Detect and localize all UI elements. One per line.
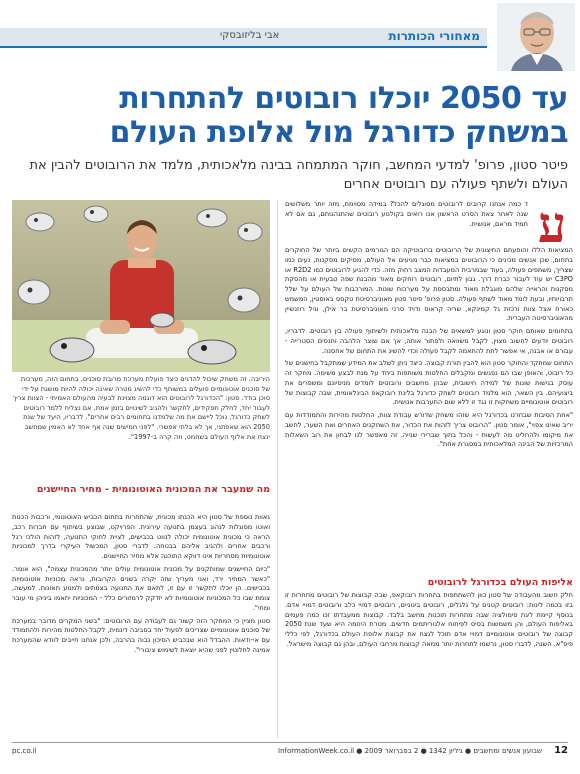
right-column-subtitle: אליפות העולם בכדורגל לרובוטים	[427, 577, 573, 588]
article-intro: ד כמה אנחנו קרובים לרובוטים מסוגלים להכל? במידה מסוימת, מזה יותר משלושים שנה לאחר צאת הסרט הראשון אנו רואים בקולנוע רובוטים שהתנהגותם, גם אם לא תמיד מראם, אנושית.	[285, 200, 528, 228]
page-number: 12	[554, 745, 568, 756]
right-column-body-continued	[285, 591, 573, 736]
section-header-rule	[0, 46, 487, 48]
paragraph: סטון מציין כי המחקר הזה קשור גם לעבודה עם הרובוטים: "בשני המקרים מדובר במערכת של סוכנים אוטונומיים שצריכים לפעול יחד בסביבה דינמית, לקבל החלטות מהירות ולהתמודד עם אי-ודאות. ההבדל הוא שבכביש הסיכון גבוה בהרבה, ולכן אנחנו חייבים לוודא שהמערכת אמינה לחלוטין לפני שהיא יוצאת לשימוש ציבורי".	[12, 616, 270, 654]
publication-line: שבועון אנשים ומחשבים ● גיליון 1342 ● 2 בפברואר 2009 ● InformationWeek.co.il	[278, 747, 542, 755]
section-label: מאחורי הכותרות	[388, 29, 480, 43]
paragraph: התחום שמתקד והחוקר סטון הוא להבין תורת קבוצה. כיצד ניתן לשלב את המידע שמתקבל בחישנים של כל רובוט, והאופן שבו הם נפגשים ומקבלים החלטות משותפות ביחד על מנת לבצע משימה. מחקר זה עוסק בגישות שונות של למידה חישובית, שבהן מחשבים ורובוטים לומדים מניסיונם ומשפרים את ביצועיהם. בין השאר, הוא מלמד רובוטים לשחק כדורגל בליגת רובוקאפ הבינלאומית, שבה קבוצות של רובוטים אוטונומיים משחקות זו נגד זו ללא שום התערבות אנושית.	[285, 359, 573, 407]
photo-caption: היריבה. זה משחק שיכול להדגים כיצד פועלת מערכת מרובת סוכנים. בתחום הזה, מערכות של סוכנים אוטונומיים פועלים במשותף כדי להשיג מטרה שאינה יכולה להיות מושגת על ידי סוכן בודד. סטון: "הכדורגל לרובוטים הוא דוגמה מצוינת לבעיה מהעולם האמיתי - הצוות צריך לעבוד יחד, לחלק תפקידים, לתקשר ולהגיב לשינויים בזמן אמת. אם נצליח ללמד רובוטים לשחק כדורגל, נוכל ליישם את מה שלמדנו בתחומים רבים אחרים". לדבריו, היעד של שנת 2050 הוא שאפתני, אך לא בלתי אפשרי. "לפני חמישים שנה אף אחד לא האמין שמחשב ינצח את אלוף העולם בשחמט, וזה קרה ב-1997".	[12, 375, 270, 441]
paragraph: גאוות נוספת של סטון היא הכנתו מכונית, שהתחרות בתחום הכביש האוטונומי, ורכבות הכנות ואוטו מסוגלות לנהוג בעצמן בתנועה עירונית. הפרויקט, שבוצע בשיתוף עם חברות רכב, הראה כי מכונית אוטונומית יכולה לנווט בכבישים, לציית לחוקי התנועה, לזהות הולכי רגל ורכבים אחרים ולהגיב אליהם בבטחה. לדברי סטון, המכשול העיקרי בדרך למכוניות אוטונומיות מסחריות אינו דווקא התוכנה אלא מחיר החיישנים.	[12, 513, 270, 560]
drop-cap: ע	[537, 195, 567, 254]
author-name: אבי בליזובסקי	[220, 30, 280, 41]
paragraph: "אחת הסיבות שבחרנו בכדורגל היא שזהו משחק שדורש עבודת צוות, החלטות מהירות והתמודדות עם יריב שאינו צפוי", אומר סטון. "הרובוט צריך לזהות את הכדור, את השחקנים האחרים ואת השער, לחשב את מיקומו ולהחליט מה לעשות - והכל בתוך שברירי שנייה. זה מאפשר לנו לבחון את רוב השאלות המרכזיות של הבינה המלאכותית במסגרת אחת".	[285, 411, 573, 449]
footer-rule	[12, 742, 568, 743]
page-footer	[12, 746, 568, 760]
paragraph: בתחומים שאותם חוקר סטון ונוגע למשאים של הבנה מלאכותית ולשיתוף פעולה בין רובוטים. לדבריו, רובוטים יודעים לחשוב מצוין, לקבל משוואה ולפתור אותה, אך אם שוצר הלהבה ותנסים הסטרייה - עבורם או אבנה, אי אפשר לתת להתאמה לקבל פעולה וכדי להשיג את התחום של אחסנה.	[285, 327, 573, 355]
column-divider	[277, 200, 278, 738]
article-headline: עד 2050 יוכלו רובוטים להתחרות במשחק כדורגל מול אלופת העולם	[109, 81, 568, 150]
article-subhead: פיטר סטון, פרופ' למדעי המחשב, חוקר המתמחה בבינה מלאכותית, מלמד את הרובוטים להבין את העולם ולשתף פעולה עם רובוטים אחרים	[29, 158, 568, 192]
author-portrait	[497, 3, 575, 71]
paragraph: המציאות הללו והופעתם החיצונית של הרובוטים ברובוטיקה הם הגורמים הקשים ביותר של החוקרים בתחום, שכן אנשים מכינים כי הרובוטים במציאות כבר מגיעים אל העולם, מסיקים מסקנות, נעים כמו שצריך, משתפים פעולה, בעוד שבמרבית המעבדות המצב רחוק מזה. כדי להגיע לרובוטים כמו R2D2 או C3PO יש עוד לעבור כברת דרך. גבון לתיום, רובוטים רוחקים מאוד מהבנת שפה טבעית או מהסקת מסקנות והראייה שלהם מוגבלת מאוד ומתבססת על מערכות שונות. המורכבות של העולם על שלל תרבויותיו, ובעת לומד מאוד לשתף פעולה. סטון פרופ' פיטר סטון מאוניברסיטת טקסס באוסטין, המשמש כאורח אצל צוות ורכזת גל קמינקא, שריה קראוס ודויד סרני מאוניברסיטת בר אילן, וגיל רוזנשיין מהאוניברסיטה העברית.	[285, 246, 573, 323]
paragraph: חלק חשוב מהעבודה של סטון כוון להשתתפות בתחרות רובוקאפ, שבה קבוצות של רובוטים מתחרות זו בזו בכמה ליגות: רובוטים קטנים על גלגלים, רובוטים בינוניים, רובוטים דמויי כלב ורובוטים דמויי אדם. בנוסף קיימת ליגת סימולציה שבה מתחרות תוכנות מחשב בלבד. קבוצות ממעבדתו זכו כמה פעמים באליפות העולם, והן משמשות בסיס לפיתוח אלגוריתמים חדשים. מטרת היוזמה היא שעד שנת 2050 קבוצה של רובוטים אוטונומיים דמויי אדם תוכל לנצח את קבוצת אלופת העולם בכדורגל, לפי כללי פיפ"א. השנה, לדברי סטון, נרשמו לתחרות יותר ממאה קבוצות מרחבי העולם, ובהן גם קבוצה מישראל.	[285, 591, 573, 648]
left-column-subtitle: מה שמעבר את המכונית האוטונומית - מחיר החיישנים	[36, 484, 270, 495]
paragraph: "כיום החיישנים שמותקנים על מכונית אוטונומית עולים יותר מהמכונית עצמה", הוא אומר. "כאשר המחיר ירד, ואני מעריך שזה יקרה בשנים הקרובות, נראה מכוניות אוטונומיות בכבישים. הן יוכלו לתקשר זו עם זו, לתאם את התנועה בצמתים ולמנוע תאונות. למעשה, צומת שבו כל המכוניות אוטונומיות לא יזדקק לרמזורים כלל - המכוניות יתאמו ביניהן מי עובר ומתי".	[12, 564, 270, 612]
footer-site-link[interactable]: pc.co.il	[12, 747, 37, 755]
left-column-body	[12, 513, 270, 736]
right-column-body	[285, 246, 573, 574]
article-photo	[12, 200, 270, 372]
